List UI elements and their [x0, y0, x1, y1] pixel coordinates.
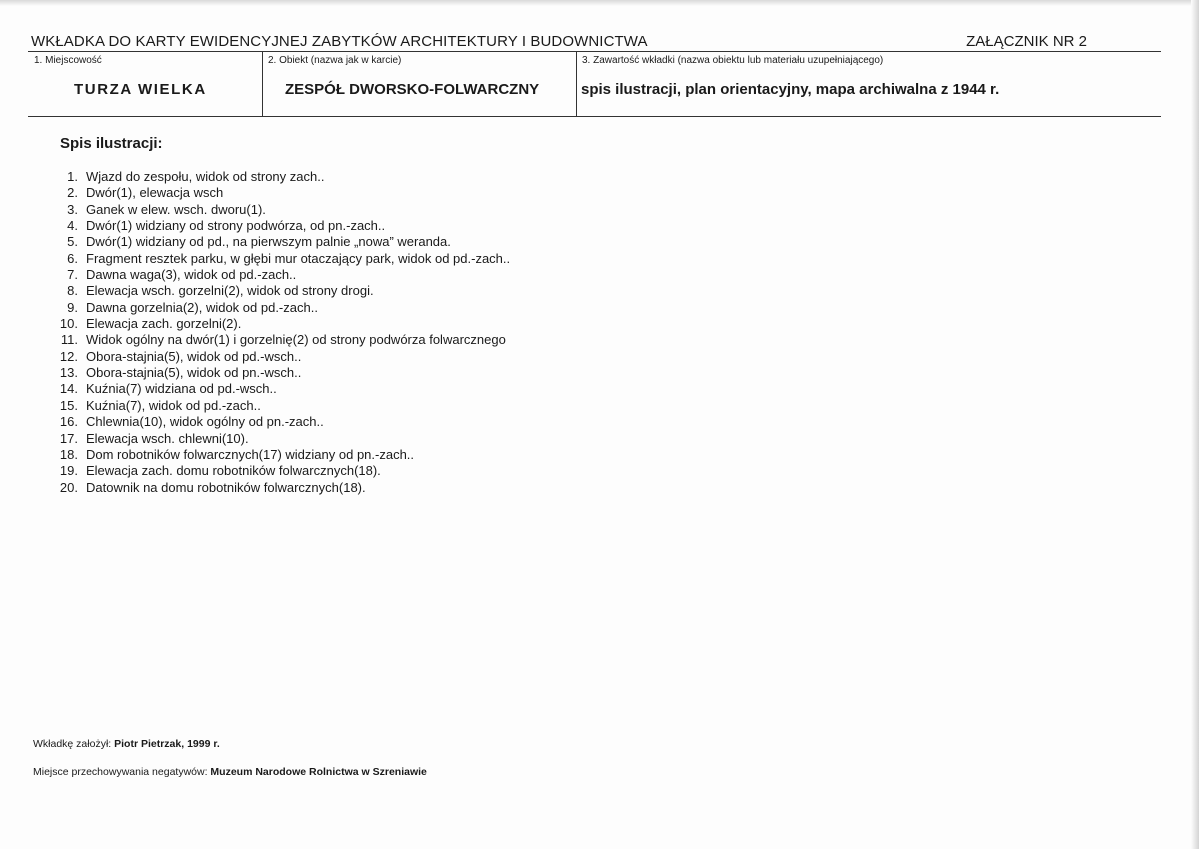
location-cell — [28, 52, 262, 116]
list-item — [50, 251, 510, 267]
list-item-number: 19. — [59, 463, 78, 479]
list-item-number: 17. — [59, 430, 78, 446]
location-value: TURZA WIELKA — [74, 81, 207, 98]
list-item — [50, 349, 510, 365]
list-item-number: 4. — [67, 218, 78, 234]
created-by-label: Wkładkę założył: — [33, 738, 112, 750]
list-item-text: Chlewnia(10), widok ogólny od pn.-zach.. — [86, 414, 324, 430]
scan-right-edge — [1191, 0, 1199, 849]
scan-top-edge — [0, 0, 1199, 6]
illustrations-heading: Spis ilustracji: — [60, 135, 163, 152]
list-item-number: 2. — [67, 185, 78, 201]
list-item — [50, 447, 510, 463]
content-cell — [576, 52, 1161, 116]
list-item-text: Obora-stajnia(5), widok od pn.-wsch.. — [86, 365, 302, 381]
list-item — [50, 398, 510, 414]
created-by-line — [33, 738, 220, 750]
list-item — [50, 300, 510, 316]
list-item-text: Kuźnia(7) widziana od pd.-wsch.. — [86, 381, 277, 397]
annex-number: ZAŁĄCZNIK NR 2 — [966, 33, 1087, 50]
list-item-number: 3. — [67, 201, 78, 217]
document-title: WKŁADKA DO KARTY EWIDENCYJNEJ ZABYTKÓW ARCHITEKTURY I BUDOWNICTWA — [31, 33, 648, 50]
list-item-number: 1. — [67, 169, 78, 184]
list-item-text: Elewacja wsch. gorzelni(2), widok od strony drogi. — [86, 283, 374, 299]
list-item — [50, 267, 510, 283]
list-item-number: 7. — [67, 267, 78, 283]
list-item — [50, 332, 510, 348]
list-item-text: Elewacja zach. domu robotników folwarcznych(18). — [86, 463, 381, 479]
list-item-text: Dawna gorzelnia(2), widok od pd.-zach.. — [86, 299, 318, 315]
header-table — [28, 51, 1161, 117]
list-item — [50, 463, 510, 479]
list-item-text: Dawna waga(3), widok od pd.-zach.. — [86, 267, 297, 283]
list-item-text: Datownik na domu robotników folwarcznych(18). — [86, 479, 366, 495]
list-item — [50, 414, 510, 430]
list-item-number: 15. — [59, 397, 78, 413]
content-label: 3. Zawartość wkładki (nazwa obiektu lub materiału uzupełniającego) — [582, 55, 884, 66]
list-item-text: Ganek w elew. wsch. dworu(1). — [86, 201, 266, 217]
list-item-number: 18. — [59, 446, 78, 462]
list-item — [50, 202, 510, 218]
list-item — [50, 218, 510, 234]
list-item — [50, 365, 510, 381]
list-item-text: Dwór(1), elewacja wsch — [86, 185, 224, 201]
list-item-text: Wjazd do zespołu, widok od strony zach.. — [86, 169, 325, 184]
list-item-text: Elewacja wsch. chlewni(10). — [86, 430, 249, 446]
list-item — [50, 431, 510, 447]
list-item-number: 9. — [67, 299, 78, 315]
list-item-number: 14. — [59, 381, 78, 397]
storage-line — [33, 766, 427, 778]
list-item — [50, 480, 510, 496]
illustrations-list — [50, 169, 510, 496]
list-item — [50, 316, 510, 332]
list-item-text: Kuźnia(7), widok od pd.-zach.. — [86, 397, 261, 413]
list-item — [50, 381, 510, 397]
list-item-text: Dwór(1) widziany od pd., na pierwszym palnie „nowa” weranda. — [86, 234, 451, 250]
object-cell — [262, 52, 576, 116]
list-item-number: 6. — [67, 250, 78, 266]
list-item-number: 13. — [59, 365, 78, 381]
list-item — [50, 169, 510, 185]
list-item — [50, 185, 510, 201]
list-item-number: 16. — [59, 414, 78, 430]
list-item-text: Dwór(1) widziany od strony podwórza, od pn.-zach.. — [86, 218, 386, 234]
object-label: 2. Obiekt (nazwa jak w karcie) — [268, 55, 402, 66]
content-value: spis ilustracji, plan orientacyjny, mapa archiwalna z 1944 r. — [581, 81, 1000, 98]
list-item-number: 5. — [67, 234, 78, 250]
list-item-text: Elewacja zach. gorzelni(2). — [86, 316, 242, 332]
created-by-value: Piotr Pietrzak, 1999 r. — [114, 738, 220, 750]
list-item-text: Widok ogólny na dwór(1) i gorzelnię(2) od strony podwórza folwarcznego — [86, 332, 506, 348]
storage-value: Muzeum Narodowe Rolnictwa w Szreniawie — [210, 766, 427, 778]
list-item-number: 8. — [67, 283, 78, 299]
list-item-number: 11. — [60, 332, 78, 348]
storage-label: Miejsce przechowywania negatywów: — [33, 766, 208, 778]
list-item — [50, 234, 510, 250]
list-item-number: 20. — [59, 479, 78, 495]
list-item-text: Fragment resztek parku, w głębi mur otaczający park, widok od pd.-zach.. — [86, 250, 511, 266]
location-label: 1. Miejscowość — [34, 55, 102, 66]
list-item — [50, 283, 510, 299]
list-item-text: Obora-stajnia(5), widok od pd.-wsch.. — [86, 348, 302, 364]
list-item-number: 12. — [59, 348, 78, 364]
object-value: ZESPÓŁ DWORSKO-FOLWARCZNY — [285, 81, 540, 98]
list-item-number: 10. — [59, 316, 78, 332]
list-item-text: Dom robotników folwarcznych(17) widziany od pn.-zach.. — [86, 446, 415, 462]
